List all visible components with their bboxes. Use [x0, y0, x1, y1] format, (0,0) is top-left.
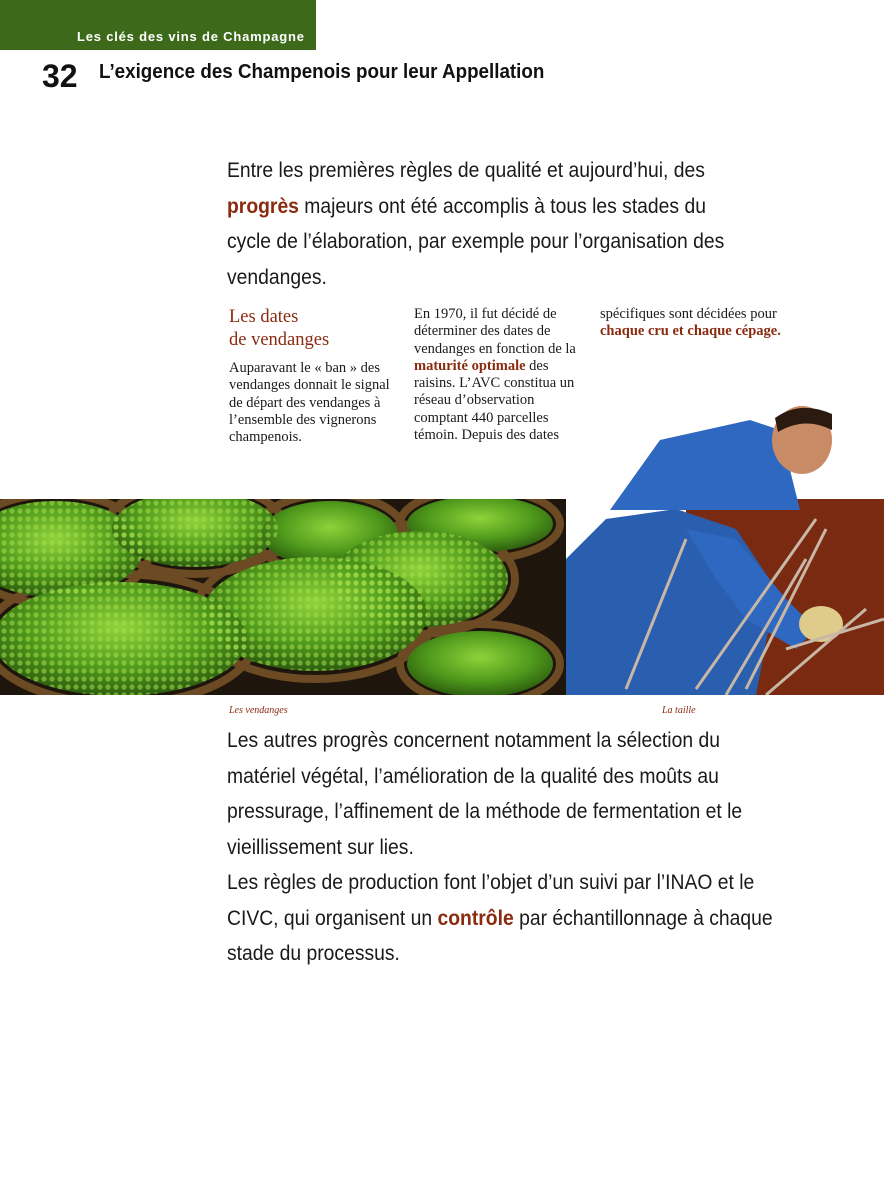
outro-text: [227, 723, 779, 972]
sidebar-col2-highlight: maturité optimale: [414, 357, 526, 374]
page-number: 32: [42, 58, 78, 94]
outro-paragraph-2: [227, 865, 779, 972]
sidebar-heading-line2: de vendanges: [229, 330, 330, 350]
sidebar-column-3: [600, 306, 785, 341]
harvest-baskets-photo: [0, 499, 566, 695]
outro-p2-before: Les règles de production font l’objet d’un suivi par l’INAO et le CIVC, qui organisent un: [227, 871, 755, 930]
sidebar-heading-line1: Les dates: [229, 307, 299, 327]
outro-paragraph-1: Les autres progrès concernent notamment la sélection du matériel végétal, l’amélioration de la qualité des moûts au pressurage, l’affinement de la méthode de fermentation et le vieillissement sur lies.: [227, 729, 743, 859]
caption-left: Les vendanges: [229, 705, 288, 716]
sidebar-heading: [229, 306, 404, 352]
intro-highlight: progrès: [227, 194, 299, 218]
grape-baskets-illustration: [0, 499, 566, 695]
sidebar-col1-text: Auparavant le « ban » des vendanges donnait le signal de départ des vendanges à l’ensemble des vignerons champenois.: [229, 360, 390, 446]
outro-p2-after: par échantillonnage à chaque stade du processus.: [227, 906, 773, 965]
outro-p2-highlight: contrôle: [437, 906, 514, 930]
sidebar-column-1: [229, 306, 404, 446]
pruning-photo: [566, 499, 884, 695]
sidebar-col3-highlight: chaque cru et chaque cépage.: [600, 323, 781, 340]
sidebar-column-2: [414, 306, 586, 444]
sidebar-col2-before: En 1970, il fut décidé de déterminer des dates de vendanges en fonction de la: [414, 306, 576, 357]
header-band: [0, 0, 316, 50]
worker-upper-figure: [570, 400, 850, 510]
band-title: Les clés des vins de Champagne: [77, 29, 305, 44]
sidebar-col2-after: des raisins. L’AVC constitua un réseau d’observation comptant 440 parcelles témoin. Depuis des dates: [414, 357, 575, 444]
caption-right: La taille: [662, 705, 696, 716]
intro-text-after: majeurs ont été accomplis à tous les stades du cycle de l’élaboration, par exemple pour l’organisation des vendanges.: [227, 194, 725, 289]
intro-text-before: Entre les premières règles de qualité et aujourd’hui, des: [227, 159, 705, 182]
intro-paragraph: [227, 153, 742, 295]
pruning-worker-illustration: [566, 499, 884, 695]
page-title: L’exigence des Champenois pour leur Appellation: [99, 61, 545, 83]
sidebar-col3-before: spécifiques sont décidées pour: [600, 306, 777, 322]
